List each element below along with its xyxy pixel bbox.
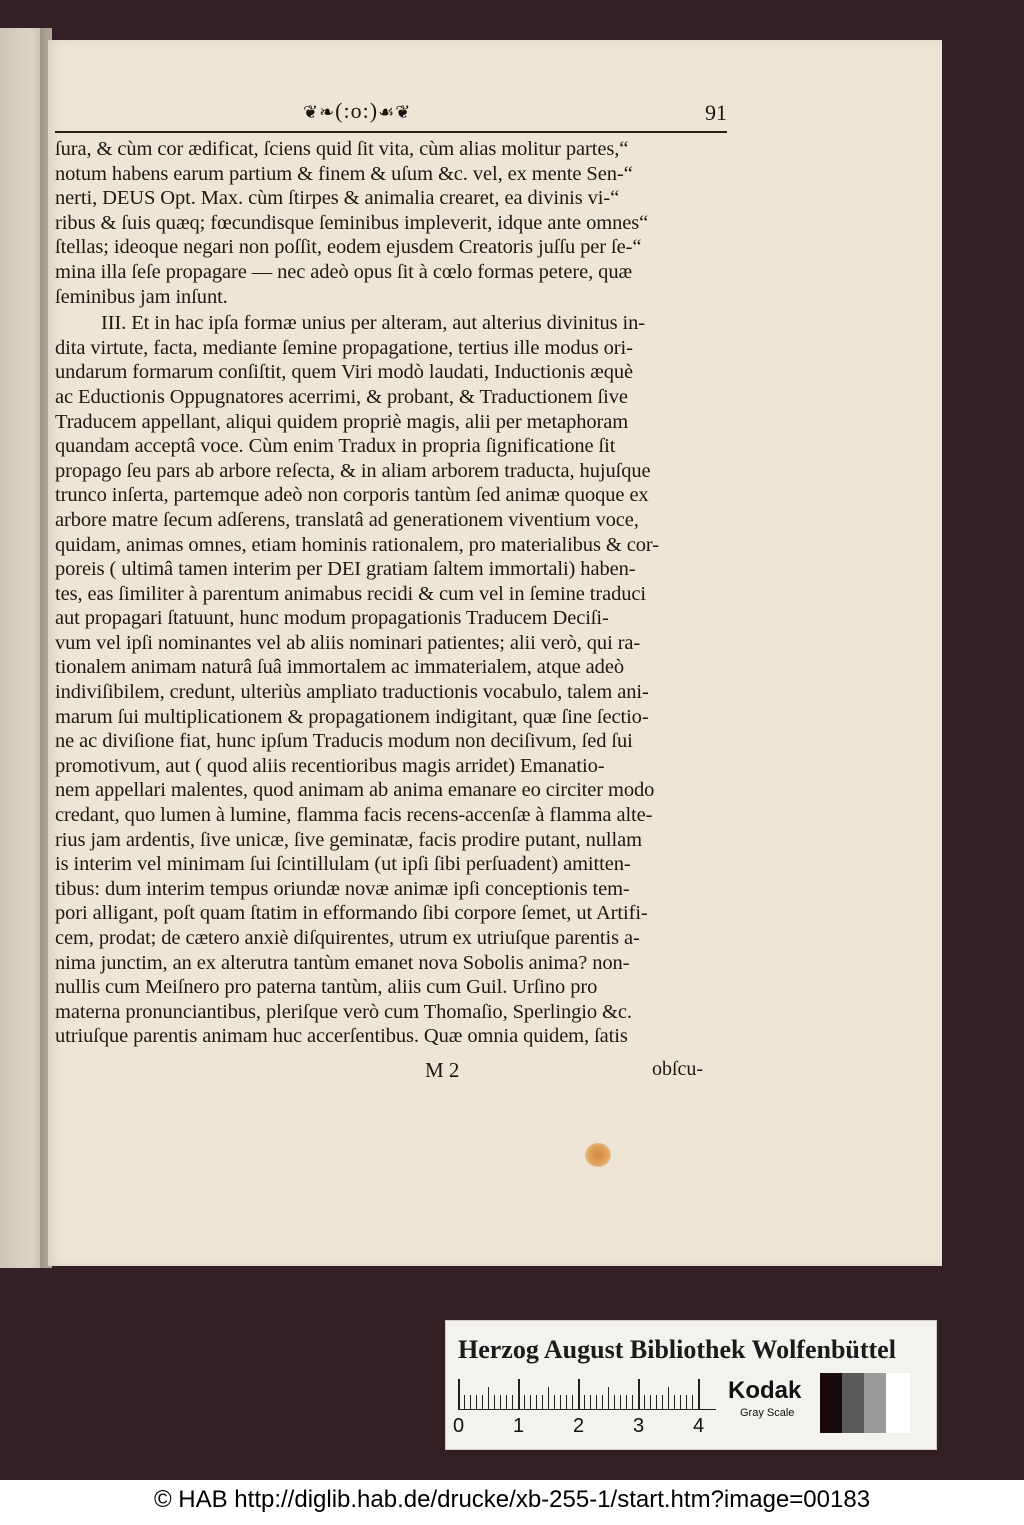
text-line: nima junctim, an ex alterutra tantùm emanet nova Sobolis anima? non-	[55, 951, 630, 974]
ruler-tick	[518, 1379, 520, 1409]
ruler-tick	[662, 1395, 663, 1409]
text-line: credant, quo lumen à lumine, flamma facis recens-accenſæ à flamma alte-	[55, 804, 653, 827]
ruler-tick	[476, 1395, 477, 1409]
text-line: arbore matre ſecum adſerens, translatâ ad generationem viventium voce,	[55, 508, 639, 531]
text-line: tibus: dum interim tempus oriundæ novæ animæ ipſi conceptionis tem-	[55, 877, 630, 900]
ruler-tick	[488, 1387, 489, 1409]
page-number: 91	[705, 100, 727, 125]
text-line: trunco inſerta, partemque adeò non corporis tantùm ſed animæ quoque ex	[55, 484, 649, 507]
ruler-tick	[638, 1379, 640, 1409]
ornament-text: (:o:)	[335, 98, 379, 123]
ruler-tick	[602, 1395, 603, 1409]
ruler-tick	[470, 1395, 471, 1409]
ruler-tick	[668, 1387, 669, 1409]
ruler-tick	[500, 1395, 501, 1409]
ruler-tick	[566, 1395, 567, 1409]
swatch-mid-gray	[864, 1373, 886, 1433]
ruler-tick	[584, 1395, 585, 1409]
ruler-tick	[524, 1395, 525, 1409]
ruler-number: 0	[453, 1415, 465, 1437]
text-line: undarum formarum conſiſtit, quem Viri modò laudati, Inductionis æquè	[55, 361, 634, 384]
paper-stain	[585, 1143, 611, 1167]
color-target-card	[445, 1320, 937, 1450]
ruler-tick	[512, 1395, 513, 1409]
ruler-tick	[536, 1395, 537, 1409]
text-line: nullis cum Meiſnero pro paterna tantùm, aliis cum Guil. Urſino pro	[55, 976, 598, 999]
text-line: ribus & ſuis quæq; fœcundisque ſeminibus impleverit, idque ante omnes“	[55, 211, 649, 234]
text-line: mina illa ſeſe propagare — nec adeò opus ſit à cœlo formas petere, quæ	[55, 260, 633, 283]
text-line: utriuſque parentis animam huc accerſentibus. Quæ omnia quidem, ſatis	[55, 1025, 628, 1048]
text-line: nem appellari malentes, quod animam ab anima emanare eo circiter modo	[55, 779, 655, 802]
text-line: Traducem appellant, aliqui quidem propriè magis, alii per metaphoram	[55, 410, 629, 433]
ruler-tick	[620, 1395, 621, 1409]
ruler-tick	[572, 1395, 573, 1409]
ruler-tick	[680, 1395, 681, 1409]
text-line: ſtellas; ideoque negari non poſſit, eodem ejusdem Creatoris juſſu per ſe-“	[55, 236, 642, 259]
text-line: indiviſibilem, credunt, ulteriùs ampliato traductionis vocabulo, talem ani-	[55, 681, 649, 704]
copyright-link[interactable]: © HAB http://diglib.hab.de/drucke/xb-255-1/start.htm?image=00183	[153, 1486, 871, 1513]
ornament-flourish-left-icon: ❦❧	[303, 102, 336, 122]
ruler-number: 3	[633, 1415, 645, 1437]
kodak-logo: Kodak	[728, 1377, 802, 1404]
text-line: promotivum, aut ( quod aliis recentioribus magis arridet) Emanatio-	[55, 754, 605, 777]
ruler-tick	[506, 1395, 507, 1409]
text-line: ſeminibus jam inſunt.	[55, 285, 228, 308]
page-body-text	[55, 137, 727, 1049]
text-line: vum vel ipſi nominantes vel ab aliis nominari patientes; alii verò, qui ra-	[55, 631, 641, 654]
ruler-tick	[674, 1395, 675, 1409]
ruler-tick	[494, 1395, 495, 1409]
signature-mark: M 2	[425, 1058, 460, 1082]
text-line: materna pronunciantibus, pleriſque verò cum Thomaſio, Sperlingio &c.	[55, 1000, 632, 1023]
ruler-tick	[698, 1379, 700, 1409]
ruler-tick	[590, 1395, 591, 1409]
swatch-dark-gray	[842, 1373, 864, 1433]
catchword: obſcu-	[652, 1058, 704, 1080]
text-line: III. Et in hac ipſa formæ unius per alteram, aut alterius divinitus in-	[101, 312, 645, 335]
text-line: cem, prodat; de cætero anxiè diſquirentes, utrum ex utriuſque parentis a-	[55, 927, 640, 949]
ruler-tick	[542, 1395, 543, 1409]
ruler-tick	[644, 1395, 645, 1409]
ruler-tick	[626, 1395, 627, 1409]
ruler-tick	[596, 1395, 597, 1409]
ruler-tick	[650, 1395, 651, 1409]
ruler-number: 2	[573, 1415, 585, 1437]
gray-scale-label: Gray Scale	[740, 1407, 795, 1419]
ruler-tick	[692, 1395, 693, 1409]
ruler-tick	[614, 1395, 615, 1409]
text-line: is interim vel minimam ſui ſcintillulam (ut ipſi ſibi perſuadent) amitten-	[55, 853, 631, 876]
ruler-tick	[632, 1395, 633, 1409]
ruler-baseline	[458, 1409, 716, 1410]
ruler-tick	[458, 1379, 460, 1409]
text-line: dita virtute, facta, mediante ſemine propagatione, tertius ille modus ori-	[55, 336, 633, 359]
header-rule	[55, 131, 727, 133]
ruler-tick	[464, 1395, 465, 1409]
ruler-number: 1	[513, 1415, 525, 1437]
text-line: nerti, DEUS Opt. Max. cùm ſtirpes & animalia crearet, ea divinis vi-“	[55, 187, 620, 210]
library-name: Herzog August Bibliothek Wolfenbüttel	[458, 1335, 896, 1364]
ruler-number: 4	[693, 1415, 705, 1437]
text-line: rius jam ardentis, ſive unicæ, ſive geminatæ, facis prodire putant, nullam	[55, 828, 642, 851]
ruler-tick	[578, 1379, 580, 1409]
swatch-black	[820, 1373, 842, 1433]
scale-ruler	[453, 1379, 716, 1439]
ruler-tick	[530, 1395, 531, 1409]
ruler-tick	[686, 1395, 687, 1409]
ruler-tick	[548, 1387, 549, 1409]
text-line: ſura, & cùm cor ædificat, ſciens quid ſit vita, cùm alias molitur partes,“	[55, 138, 629, 160]
ruler-tick	[608, 1387, 609, 1409]
ruler-tick	[482, 1395, 483, 1409]
ruler-tick	[560, 1395, 561, 1409]
text-line: aut propagari ſtatuunt, hunc modum propagationis Traducem Deciſi-	[55, 607, 609, 630]
ruler-tick	[554, 1395, 555, 1409]
text-line: tes, eas ſimiliter à parentum animabus recidi & cum vel in ſemine traduci	[55, 582, 646, 605]
text-line: ne ac diviſione fiat, hunc ipſum Traducis modum non deciſivum, ſed ſui	[55, 730, 633, 753]
ruler-tick	[656, 1395, 657, 1409]
text-line: tionalem animam naturâ ſuâ immortalem ac immaterialem, atque adeò	[55, 656, 624, 679]
text-line: propago ſeu pars ab arbore reſecta, & in aliam arborem traducta, hujuſque	[55, 459, 651, 482]
ornament-flourish-right-icon: ☙❦	[378, 102, 412, 122]
text-line: pori alligant, poſt quam ſtatim in efformando ſibi corpore ſemet, ut Artifi-	[55, 902, 648, 925]
text-line: notum habens earum partium & finem & uſum &c. vel, ex mente Sen-“	[55, 162, 633, 185]
text-line: marum ſui multiplicationem & propagationem indigitant, quæ ſine ſectio-	[55, 705, 649, 728]
text-line: quandam acceptâ voce. Cùm enim Tradux in propria ſignificatione ſit	[55, 435, 616, 458]
swatch-white	[886, 1373, 910, 1433]
running-header	[55, 96, 727, 130]
text-line: quidam, animas omnes, etiam hominis rationalem, pro materialibus & cor-	[55, 533, 659, 556]
text-line: poreis ( ultimâ tamen interim per DEI gratiam ſaltem immortali) haben-	[55, 558, 636, 581]
text-line: ac Eductionis Oppugnatores acerrimi, & probant, & Traductionem ſive	[55, 385, 628, 408]
header-ornament	[303, 98, 411, 124]
